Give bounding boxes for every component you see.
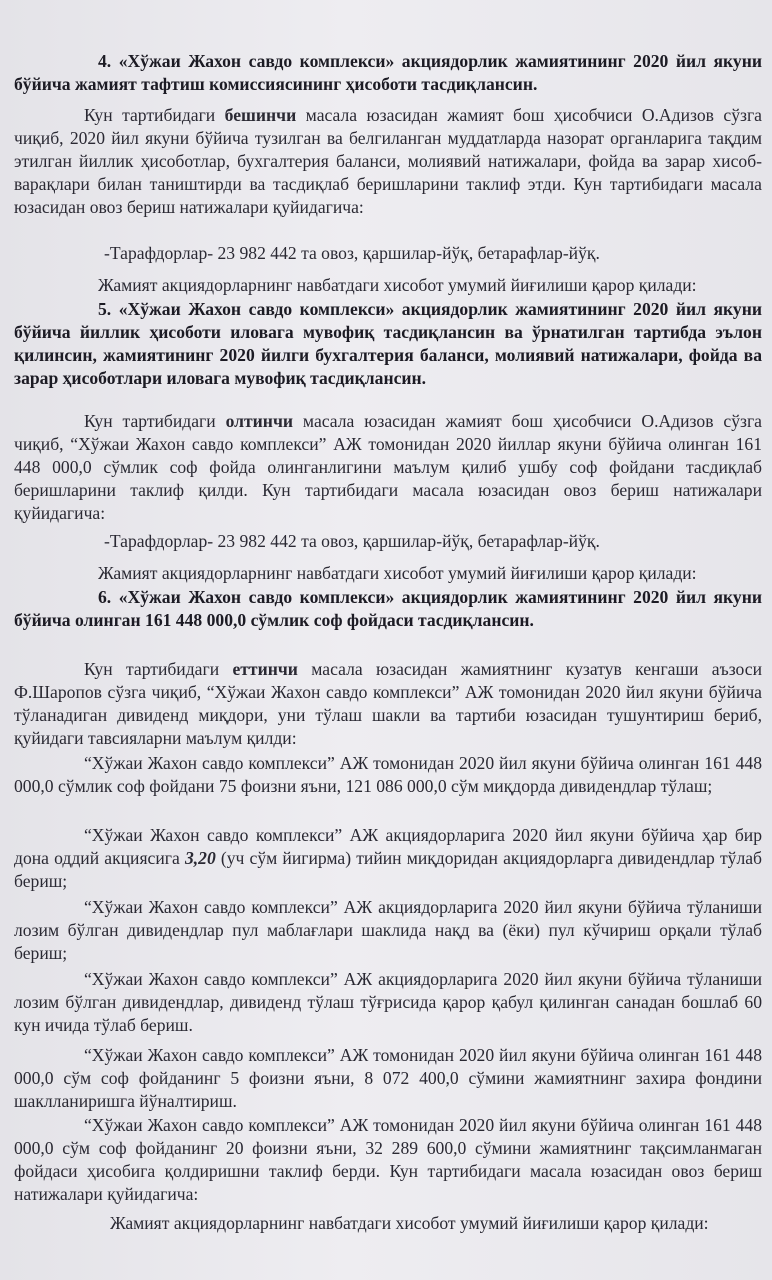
item6-intro: Кун тартибидаги еттинчи масала юзасидан жамиятнинг кузатув кенгаши аъзоси Ф.Шаропов сўзга чиқиб, “Хўжаи Жахон савдо комплекси” АЖ томонидан 2020 йил якуни бўйича тўланадиган дивиденд миқдори, уни тўлаш шакли ва тартиби юзасидан тушунтириш бериб, қуйидаги тавсияларни маълум қилди: [14,659,763,748]
dividend-recommendation-3: “Хўжаи Жахон савдо комплекси” АЖ акциядорларига 2020 йил якуни бўйича тўланиши лозим бўлган дивидендлар пул маблағлари шаклида нақд ва (ёки) пул кўчириш орқали тўлаб бериш; [14,897,762,963]
retained-earnings-recommendation: “Хўжаи Жахон савдо комплекси” АЖ томонидан 2020 йил якуни бўйича олинган 161 448 000,0 сўм соф фойданинг 20 фоизни яъни, 32 289 600,0 сўмини жамиятнинг тақсимланмаган фойдаси ҳисобига қолдиришни таклиф берди. Кун тартибидаги масала юзасидан овоз бериш натижалари қуйидагича: [14,1115,762,1204]
dividend-recommendation-4: “Хўжаи Жахон савдо комплекси” АЖ акциядорларига 2020 йил якуни бўйича тўланиши лозим бўлган дивидендлар, дивиденд тўлаш тўғрисида қарор қабул қилинган санадан бошлаб 60 кун ичида тўлаб бериш. [14,969,762,1035]
item6-heading: 6. «Хўжаи Жахон савдо комплекси» акциядорлик жамиятининг 2020 йил якуни бўйича олинган 161 448 000,0 сўмлик соф фойдаси тасдиқлансин. [14,587,762,630]
item4-intro: Кун тартибидаги бешинчи масала юзасидан жамият бош ҳисобчиси О.Адизов сўзга чиқиб, 2020 йил якуни бўйича тузилган ва белгиланган муддатларда назорат органларига тақдим этилган йиллик ҳисоботлар, бухгалтерия баланси, молиявий натижалари, фойда ва зарар хисоб-варақлари билан таништирди ва тасдиқлаб беришларини таклиф этди. Кун тартибидаги масала юзасидан овоз бериш натижалари қуйидагича: [14,105,762,217]
dividend-amount: 3,20 [184,848,216,868]
item5-heading: 5. «Хўжаи Жахон савдо комплекси» акциядорлик жамиятининг 2020 йил якуни бўйича йиллик ҳисоботи иловага мувофиқ тасдиқлансин ва ўрнатилган тартибда эълон қилинсин, жамиятининг 2020 йилги бухгалтерия баланси, молиявий натижалари, фойда ва зарар ҳисоботлари иловага мувофиқ тасдиқлансин. [14,299,762,388]
item4-resolution: Жамият акциядорларнинг навбатдаги хисобот умумий йиғилиши қарор қилади: [98,275,697,295]
item5-ordinal: олтинчи [225,411,294,431]
dividend-recommendation-2: “Хўжаи Жахон савдо комплекси” АЖ акциядорларига 2020 йил якуни бўйича ҳар бир дона оддий акциясига 3,20 (уч сўм йигирма) тийин миқдоридан акциядорларга дивидендлар тўлаб бериш; [14,825,762,891]
dividend-recommendation-1: “Хўжаи Жахон савдо комплекси” АЖ томонидан 2020 йил якуни бўйича олинган 161 448 000,0 сўмлик соф фойдани 75 фоизни яъни, 121 086 000,0 сўм миқдорда дивидендлар тўлаш; [14,753,762,796]
reserve-fund-recommendation: “Хўжаи Жахон савдо комплекси” АЖ томонидан 2020 йил якуни бўйича олинган 161 448 000,0 сўм соф фойданинг 5 фоизни яъни, 8 072 400,0 сўмини жамиятнинг захира фондини шаклланиришга йўналтириш. [14,1045,762,1111]
item5-vote: -Тарафдорлар- 23 982 442 та овоз, қаршилар-йўқ, бетарафлар-йўқ. [104,531,600,551]
item6-resolution: Жамият акциядорларнинг навбатдаги хисобот умумий йиғилиши қарор қилади: [110,1213,709,1233]
item5-resolution: Жамият акциядорларнинг навбатдаги хисобот умумий йиғилиши қарор қилади: [98,563,697,583]
item4-vote: -Тарафдорлар- 23 982 442 та овоз, қаршилар-йўқ, бетарафлар-йўқ. [104,243,600,263]
item4-ordinal: бешинчи [224,105,297,125]
item4-heading: 4. «Хўжаи Жахон савдо комплекси» акциядорлик жамиятининг 2020 йил якуни бўйича жамият тафтиш комиссиясининг ҳисоботи тасдиқлансин. [14,51,762,94]
item5-intro: Кун тартибидаги олтинчи масала юзасидан жамият бош ҳисобчиси О.Адизов сўзга чиқиб, “Хўжаи Жахон савдо комплекси” АЖ томонидан 2020 йиллар якуни бўйича олинган 161 448 000,0 сўмлик соф фойда олинганлигини маълум қилиб ушбу соф фойдани тасдиқлаб беришларини таклиф қилди. Кун тартибидаги масала юзасидан овоз бериш натижалари қуйидагича: [14,411,762,523]
item6-ordinal: еттинчи [232,659,298,679]
